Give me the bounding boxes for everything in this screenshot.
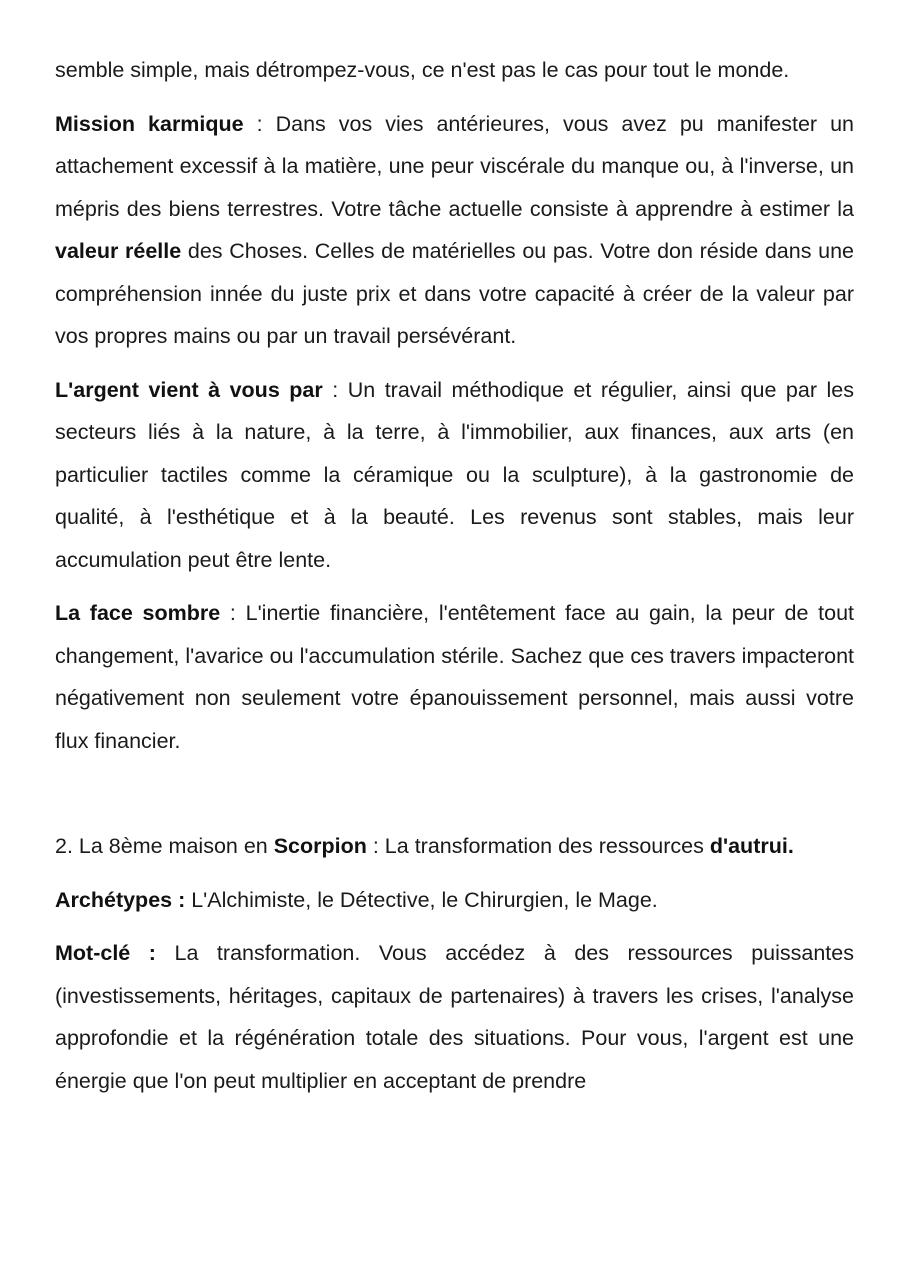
argent-separator: : [322, 377, 348, 402]
mission-separator: : [243, 111, 276, 136]
face-sombre-paragraph [55, 592, 854, 762]
section-spacer [55, 773, 854, 825]
document-page [55, 49, 854, 1113]
dautrui-emphasis: d'autrui. [709, 834, 794, 858]
valeur-reelle-emphasis: valeur réelle [55, 239, 182, 263]
face-sombre-text: L'inertie financière, l'entêtement face au gain, la peur de tout changement, l'avarice ou l'accumulation stérile. Sachez que ces travers impacteront négativement non seulement votre épanouissement personnel, mais aussi votre flux financier. [55, 601, 855, 753]
heading-prefix: 2. La 8ème maison en [55, 834, 274, 858]
mission-text-part1: Dans vos vies antérieures, vous avez pu manifester un attachement excessif à la matière, une peur viscérale du manque ou, à l'inverse, un mépris des biens terrestres. Votre tâche actuelle consiste à apprendre à estimer la [55, 111, 855, 221]
archetypes-label: Archétypes : [55, 887, 186, 912]
argent-text: Un travail méthodique et régulier, ainsi que par les secteurs liés à la nature, à la terre, à l'immobilier, aux finances, aux arts (en particulier tactiles comme la céramique ou la sculpture), à la gastronomie de qualité, à l'esthétique et à la beauté. Les revenus sont stables, mais leur accumulation peut être lente. [55, 377, 854, 572]
intro-text: semble simple, mais détrompez-vous, ce n'est pas le cas pour tout le monde. [55, 58, 790, 82]
intro-paragraph [55, 49, 854, 92]
mission-karmique-paragraph [55, 103, 854, 358]
mission-text-part2: des Choses. Celles de matérielles ou pas. Votre don réside dans une compréhension innée du juste prix et dans votre capacité à créer de la valeur par vos propres mains ou par un travail persévérant. [55, 239, 854, 348]
argent-label: L'argent vient à vous par [55, 377, 323, 402]
face-sombre-separator: : [220, 601, 246, 625]
archetypes-paragraph [55, 879, 854, 922]
argent-paragraph [55, 369, 854, 582]
archetypes-text: L'Alchimiste, le Détective, le Chirurgien, le Mage. [185, 887, 658, 912]
scorpion-emphasis: Scorpion [273, 834, 367, 858]
heading-middle: : La transformation des ressources [366, 834, 710, 858]
mot-cle-label: Mot-clé : [55, 941, 156, 965]
mot-cle-text: La transformation. Vous accédez à des ressources puissantes (investissements, héritages, capitaux de partenaires) à travers les crises, l'analyse approfondie et la régénération totale des situations. Pour vous, l'argent est une énergie que l'on peut multiplier en acceptant de prendre [55, 941, 854, 1093]
face-sombre-label: La face sombre [55, 601, 221, 625]
section-heading [55, 825, 854, 868]
mot-cle-paragraph [55, 932, 854, 1102]
mission-karmique-label: Mission karmique [55, 111, 244, 136]
